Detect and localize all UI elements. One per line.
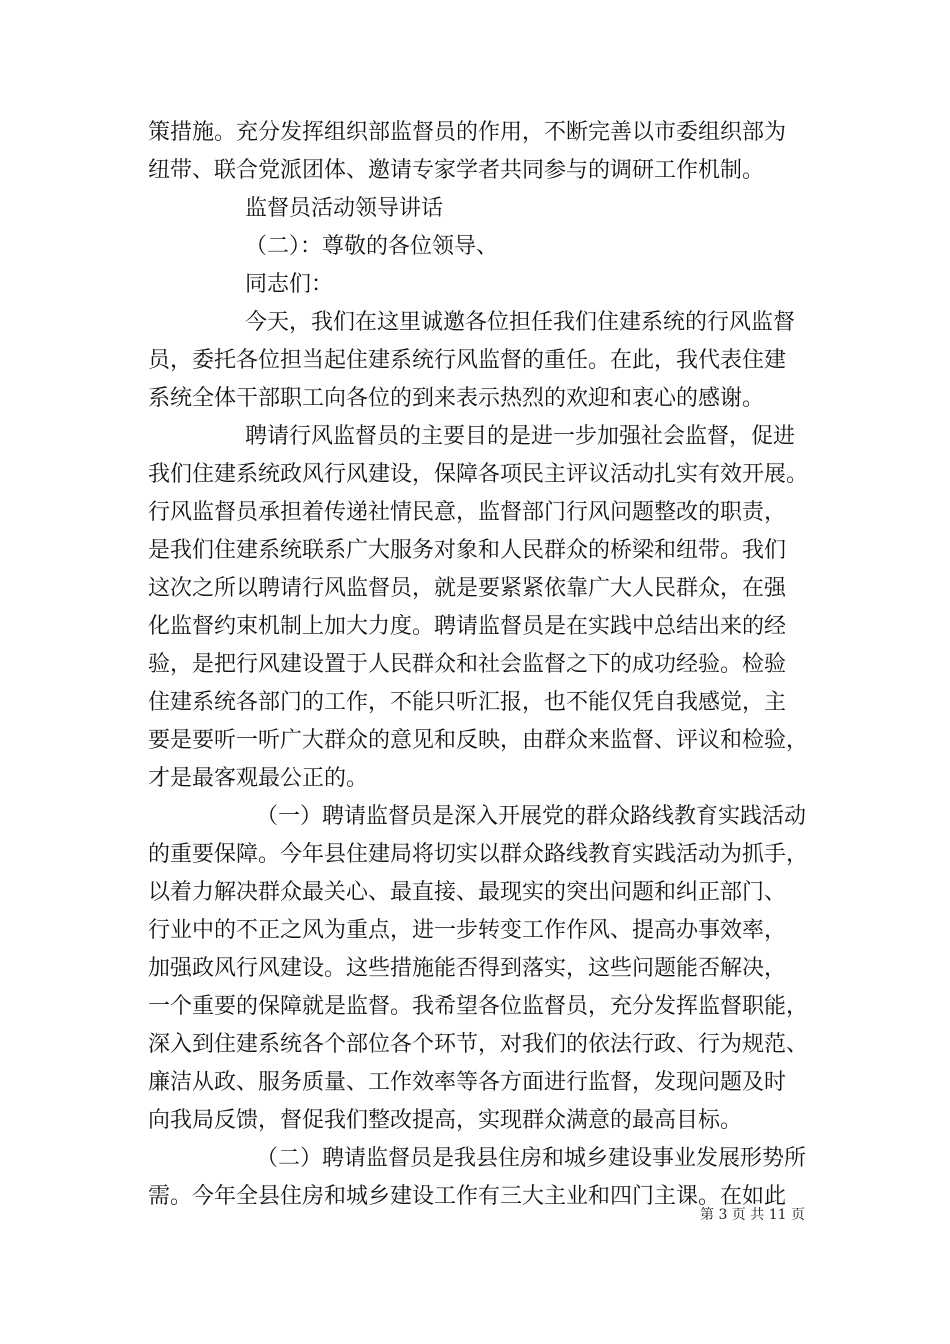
salutation: 同志们： xyxy=(245,272,334,297)
text-line: 策措施。充分发挥组织部监督员的作用，不断完善以市委组织部为 xyxy=(148,120,787,145)
text-line: 住建系统各部门的工作，不能只听汇报，也不能仅凭自我感觉，主 xyxy=(148,690,787,715)
page-number-footer: 第 3 页 共 11 页 xyxy=(700,1207,805,1223)
text-line: 员，委托各位担当起住建系统行风监督的重任。在此，我代表住建 xyxy=(148,348,787,373)
text-line: 一个重要的保障就是监督。我希望各位监督员，充分发挥监督职能， xyxy=(148,994,809,1019)
section-title: 监督员活动领导讲话 xyxy=(245,196,444,221)
text-line: （二）聘请监督员是我县住房和城乡建设事业发展形势所 xyxy=(256,1146,807,1171)
text-line: 向我局反馈，督促我们整改提高，实现群众满意的最高目标。 xyxy=(148,1108,743,1133)
text-line: （一）聘请监督员是深入开展党的群众路线教育实践活动 xyxy=(256,804,807,829)
text-line: 聘请行风监督员的主要目的是进一步加强社会监督，促进 xyxy=(245,424,796,449)
text-line: 以着力解决群众最关心、最直接、最现实的突出问题和纠正部门、 xyxy=(148,880,787,905)
text-line: 深入到住建系统各个部位各个环节，对我们的依法行政、行为规范、 xyxy=(148,1032,809,1057)
text-line: 这次之所以聘请行风监督员，就是要紧紧依靠广大人民群众，在强 xyxy=(148,576,787,601)
text-line: 验，是把行风建设置于人民群众和社会监督之下的成功经验。检验 xyxy=(148,652,787,677)
text-line: 需。今年全县住房和城乡建设工作有三大主业和四门主课。在如此 xyxy=(148,1184,787,1209)
text-line: 要是要听一听广大群众的意见和反映，由群众来监督、评议和检验， xyxy=(148,728,809,753)
text-line: 我们住建系统政风行风建设，保障各项民主评议活动扎实有效开展。 xyxy=(148,462,809,487)
text-line: 系统全体干部职工向各位的到来表示热烈的欢迎和衷心的感谢。 xyxy=(148,386,765,411)
text-line: 的重要保障。今年县住建局将切实以群众路线教育实践活动为抓手， xyxy=(148,842,809,867)
text-line: （二）：尊敬的各位领导、 xyxy=(245,234,499,259)
text-line: 行风监督员承担着传递社情民意，监督部门行风问题整改的职责， xyxy=(148,500,787,525)
text-line: 才是最客观最公正的。 xyxy=(148,766,369,791)
text-line: 化监督约束机制上加大力度。聘请监督员是在实践中总结出来的经 xyxy=(148,614,787,639)
text-line: 是我们住建系统联系广大服务对象和人民群众的桥梁和纽带。我们 xyxy=(148,538,787,563)
text-line: 廉洁从政、服务质量、工作效率等各方面进行监督，发现问题及时 xyxy=(148,1070,787,1095)
text-line: 纽带、联合党派团体、邀请专家学者共同参与的调研工作机制。 xyxy=(148,158,765,183)
text-line: 今天，我们在这里诚邀各位担任我们住建系统的行风监督 xyxy=(245,310,796,335)
body-text xyxy=(148,114,828,1216)
text-line: 加强政风行风建设。这些措施能否得到落实，这些问题能否解决， xyxy=(148,956,787,981)
text-line: 行业中的不正之风为重点，进一步转变工作作风、提高办事效率， xyxy=(148,918,787,943)
